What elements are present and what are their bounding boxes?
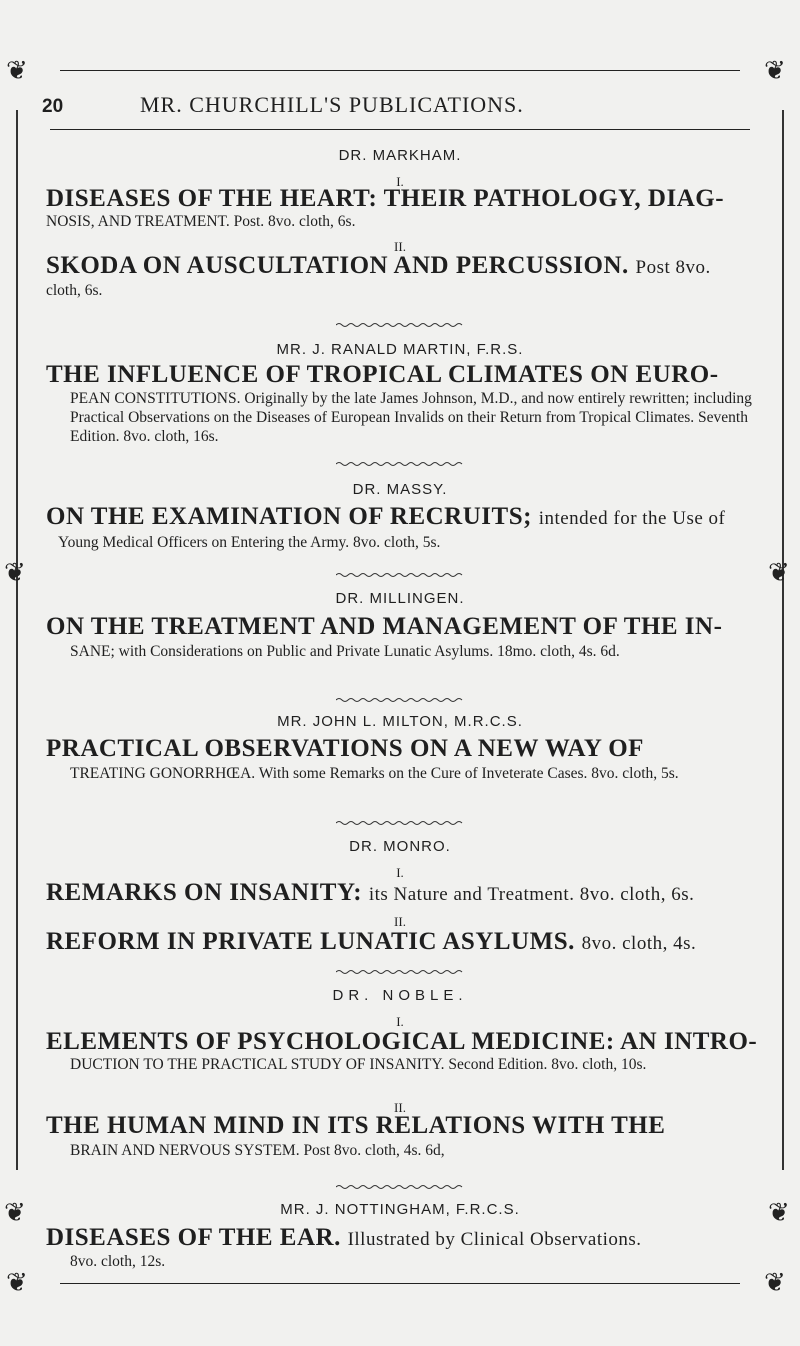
book-title: SKODA ON AUSCULTATION AND PERCUSSION. Post 8vo. xyxy=(46,252,711,279)
book-title: DISEASES OF THE EAR. Illustrated by Clinical Observations. xyxy=(46,1224,642,1251)
volume-number: I. xyxy=(396,174,404,189)
corner-ornament-top-right: ❦ xyxy=(764,56,786,85)
author-heading: MR. J. NOTTINGHAM, F.R.C.S. xyxy=(280,1201,520,1218)
wavy-divider xyxy=(336,461,466,467)
side-ornament-left: ❦ xyxy=(4,1198,26,1227)
wavy-divider xyxy=(336,1184,466,1190)
side-ornament-right: ❦ xyxy=(768,558,790,587)
volume-number: I. xyxy=(396,1014,404,1029)
book-title: REMARKS ON INSANITY: its Nature and Treatment. 8vo. cloth, 6s. xyxy=(46,879,695,906)
book-title: ON THE TREATMENT AND MANAGEMENT OF THE IN- xyxy=(46,613,723,640)
author-heading: MR. J. RANALD MARTIN, F.R.S. xyxy=(276,341,524,358)
book-title: THE INFLUENCE OF TROPICAL CLIMATES ON EURO- xyxy=(46,361,719,388)
author-heading: DR. NOBLE. xyxy=(332,987,468,1004)
author-heading: MR. JOHN L. MILTON, M.R.C.S. xyxy=(277,713,523,730)
left-border xyxy=(16,110,18,1170)
book-title: PRACTICAL OBSERVATIONS ON A NEW WAY OF xyxy=(46,735,644,762)
book-description: SANE; with Considerations on Public and Private Lunatic Asylums. 18mo. cloth, 4s. 6d. xyxy=(70,643,620,660)
book-description: NOSIS, AND TREATMENT. Post. 8vo. cloth, 6s. xyxy=(46,213,356,230)
author-heading: DR. MASSY. xyxy=(352,481,448,498)
book-description: cloth, 6s. xyxy=(46,282,103,299)
side-ornament-right: ❦ xyxy=(768,1198,790,1227)
book-description: TREATING GONORRHŒA. With some Remarks on the Cure of Inveterate Cases. 8vo. cloth, 5s. xyxy=(70,765,679,782)
book-title: ELEMENTS OF PSYCHOLOGICAL MEDICINE: AN INTRO- xyxy=(46,1028,758,1055)
volume-number: II. xyxy=(394,1100,406,1115)
book-title: DISEASES OF THE HEART: THEIR PATHOLOGY, DIAG- xyxy=(46,185,725,212)
volume-number: II. xyxy=(394,239,406,254)
corner-ornament-bottom-right: ❦ xyxy=(764,1268,786,1297)
book-description: 8vo. cloth, 12s. xyxy=(70,1253,166,1270)
author-heading: DR. MARKHAM. xyxy=(338,147,462,164)
header-rule xyxy=(50,129,750,130)
page-number: 20 xyxy=(42,96,64,117)
author-heading: DR. MONRO. xyxy=(349,838,451,855)
book-title: REFORM IN PRIVATE LUNATIC ASYLUMS. 8vo. cloth, 4s. xyxy=(46,928,697,955)
book-description: BRAIN AND NERVOUS SYSTEM. Post 8vo. cloth, 4s. 6d, xyxy=(70,1142,445,1159)
book-title: ON THE EXAMINATION OF RECRUITS; intended for the Use of xyxy=(46,503,726,530)
corner-ornament-bottom-left: ❦ xyxy=(6,1268,28,1297)
wavy-divider xyxy=(336,820,466,826)
bottom-rule xyxy=(60,1283,740,1284)
book-description: PEAN CONSTITUTIONS. Originally by the late James Johnson, M.D., and now entirely rewritten; including Practical Observations on the Diseases of European Invalids on their Return from Tropical Climates. Seventh Edition. 8vo. cloth, 16s. xyxy=(70,390,752,445)
page-header-title: MR. CHURCHILL'S PUBLICATIONS. xyxy=(140,92,524,117)
wavy-divider xyxy=(336,697,466,703)
top-rule xyxy=(60,70,740,71)
author-heading: DR. MILLINGEN. xyxy=(335,590,465,607)
side-ornament-left: ❦ xyxy=(4,558,26,587)
book-title: THE HUMAN MIND IN ITS RELATIONS WITH THE xyxy=(46,1112,666,1139)
wavy-divider xyxy=(336,572,466,578)
book-description: Young Medical Officers on Entering the Army. 8vo. cloth, 5s. xyxy=(58,534,441,551)
volume-number: II. xyxy=(394,914,406,929)
wavy-divider xyxy=(336,322,466,328)
volume-number: I. xyxy=(396,865,404,880)
right-border xyxy=(782,110,784,1170)
corner-ornament-top-left: ❦ xyxy=(6,56,28,85)
book-description: DUCTION TO THE PRACTICAL STUDY OF INSANITY. Second Edition. 8vo. cloth, 10s. xyxy=(70,1056,647,1073)
wavy-divider xyxy=(336,969,466,975)
